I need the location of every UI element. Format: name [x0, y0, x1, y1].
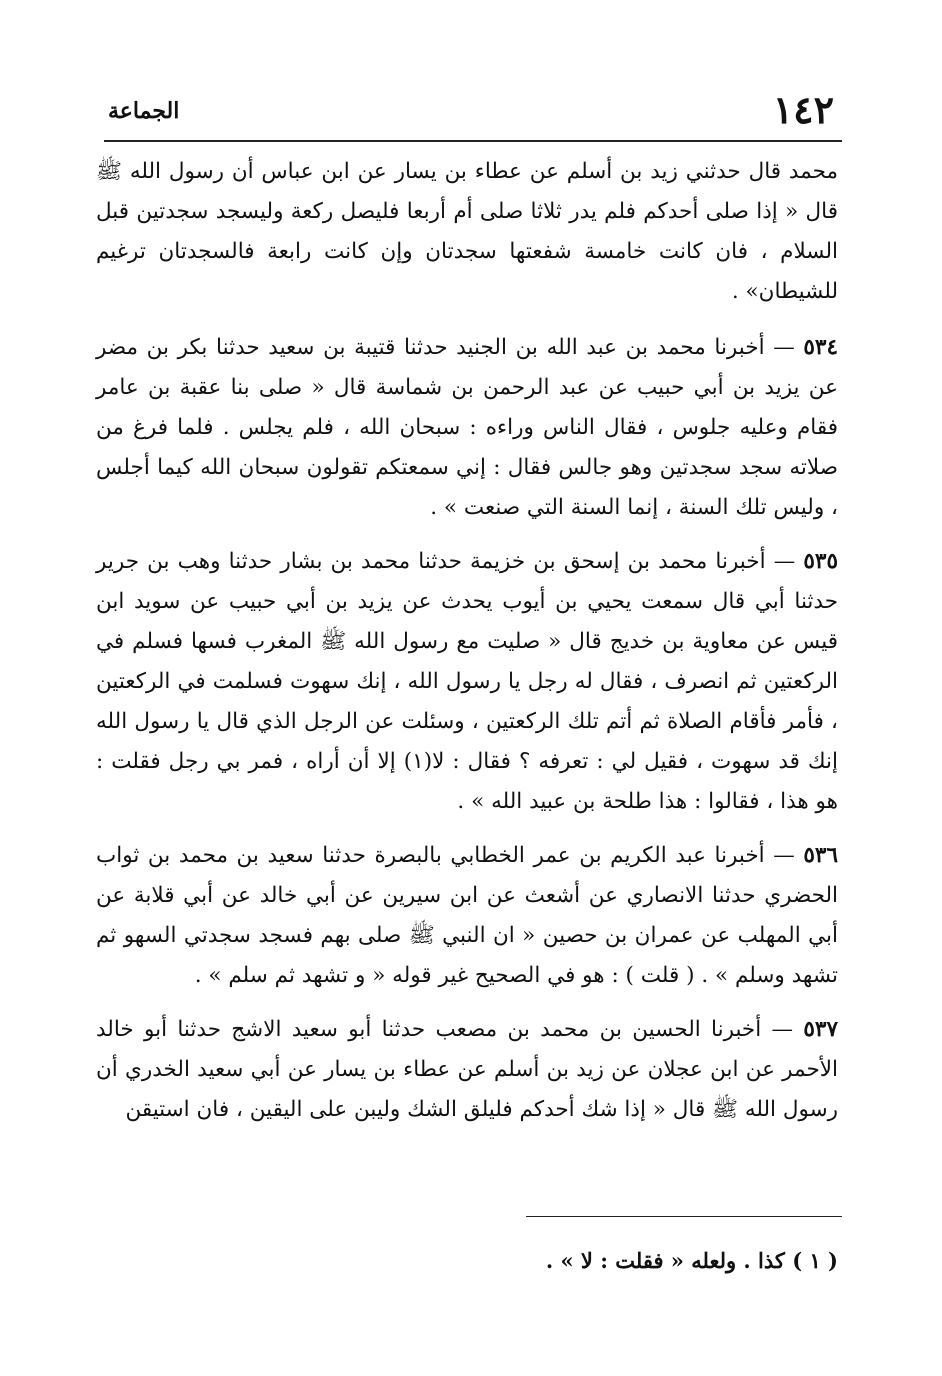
page-header: [108, 88, 834, 138]
hadith-number: ٥٣٦: [803, 843, 838, 868]
hadith-paragraph: [96, 328, 838, 528]
page-number: ١٤٢: [772, 87, 834, 132]
main-text: [96, 152, 838, 1144]
hadith-paragraph: [96, 836, 838, 996]
paragraph-text: محمد قال حدثني زيد بن أسلم عن عطاء بن يسار عن ابن عباس أن رسول الله ﷺ قال « إذا صلى أحدكم فلم يدر ثلاثا صلى أم أربعا فليصل ركعة وليسجد سجدتين قبل السلام ، فان كانت خامسة شفعتها سجدتان وإن كانت رابعة فالسجدتان ترغيم للشيطان» .: [96, 159, 838, 304]
paragraph-text: — أخبرنا الحسين بن محمد بن مصعب حدثنا أبو سعيد الاشج حدثنا أبو خالد الأحمر عن ابن عجلان عن زيد بن أسلم عن عطاء بن يسار عن أبي سعيد الخدري أن رسول الله ﷺ قال « إذا شك أحدكم فليلق الشك وليبن على اليقين ، فان استيقن: [96, 1017, 838, 1122]
running-title: الجماعة: [108, 98, 180, 124]
hadith-number: ٥٣٥: [803, 549, 838, 574]
paragraph-text: — أخبرنا عبد الكريم بن عمر الخطابي بالبصرة حدثنا سعيد بن محمد بن ثواب الحضري حدثنا الانصاري عن أشعث عن ابن سيرين عن أبي خالد عن أبي قلابة عن أبي المهلب عن عمران بن حصين « ان النبي ﷺ صلى بهم فسجد سجدتي السهو ثم تشهد وسلم » . ( قلت ) : هو في الصحيح غير قوله « و تشهد ثم سلم » .: [96, 843, 838, 988]
hadith-number: ٥٣٧: [803, 1017, 838, 1042]
paragraph-continuation: [96, 152, 838, 312]
paragraph-text: — أخبرنا محمد بن عبد الله بن الجنيد حدثنا قتيبة بن سعيد حدثنا بكر بن مضر عن يزيد بن أبي حبيب عن عبد الرحمن بن شماسة قال « صلى بنا عقبة بن عامر فقام وعليه جلوس ، فقال الناس وراءه : سبحان الله ، فلم يجلس . فلما فرغ من صلاته سجد سجدتين وهو جالس فقال : إني سمعتكم تقولون سبحان الله كيما أجلس ، وليس تلك السنة ، إنما السنة التي صنعت » .: [96, 335, 838, 520]
footnote-rule: [526, 1216, 842, 1217]
paragraph-text: — أخبرنا محمد بن إسحق بن خزيمة حدثنا محمد بن بشار حدثنا وهب بن جرير حدثنا أبي قال سمعت يحيي بن أيوب يحدث عن يزيد بن أبي حبيب عن سويد ابن قيس عن معاوية بن خديج قال « صليت مع رسول الله ﷺ المغرب فسها فسلم في الركعتين ثم انصرف ، فقال له رجل يا رسول الله ، إنك سهوت فسلمت في الركعتين ، فأمر فأقام الصلاة ثم أتم تلك الركعتين ، وسئلت عن الرجل الذي قال يا رسول الله إنك قد سهوت ، فقيل لي : تعرفه ؟ فقال : لا(١) إلا أن أراه ، فمر بي رجل فقلت : هو هذا ، فقالوا : هذا طلحة بن عبيد الله » .: [96, 549, 839, 814]
header-rule: [104, 140, 842, 142]
hadith-paragraph: [96, 1010, 838, 1130]
hadith-number: ٥٣٤: [803, 335, 838, 360]
hadith-paragraph: [96, 542, 838, 822]
footnote: ( ١ ) كذا . ولعله « فقلت : لا » .: [545, 1248, 838, 1273]
